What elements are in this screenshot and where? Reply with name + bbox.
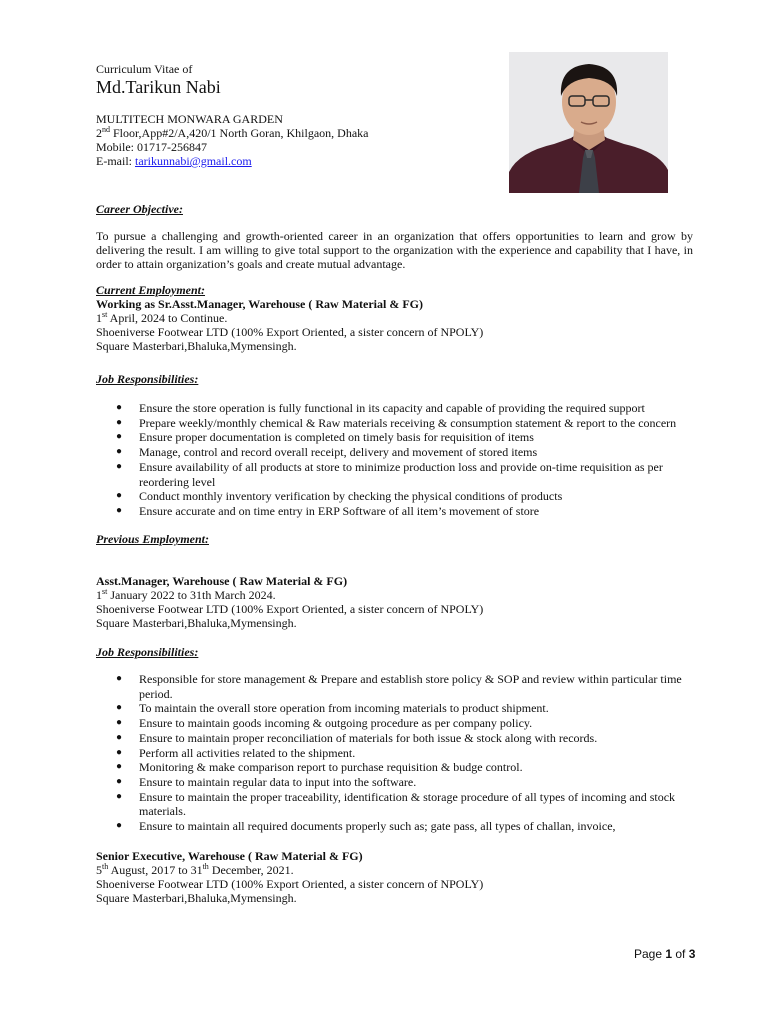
list-item: ● Ensure to maintain all required documents properly such as; gate pass, all types of challan, invoice, [116,819,616,834]
list-item: ● Responsible for store management & Prepare and establish store policy & SOP and review within particular time period. [116,672,682,701]
previous-job1-responsibilities-heading: Job Responsibilities: [96,645,199,659]
previous-employment-heading: Previous Employment: [96,532,209,546]
current-company: Shoeniverse Footwear LTD (100% Export Oriented, a sister concern of NPOLY) [96,325,484,339]
previous-job1-title: Asst.Manager, Warehouse ( Raw Material & FG) [96,574,348,588]
bullet-icon: ● [116,446,123,458]
list-item: ● Ensure availability of all products at store to minimize production loss and provide on-time requisition as per reordering level [116,459,663,489]
bullet-icon: ● [116,717,123,729]
current-employment-heading: Current Employment: [96,283,206,297]
bullet-icon: ● [116,673,123,684]
career-objective-text: To pursue a challenging and growth-oriented career in an organization that offers opportunities to learn and grow by delivering the result. I am willing to give total support to the organization with the experience and capability that I have, in order to attain organization’s goals and create mutual advantage. [96,229,693,271]
bullet-icon: ● [116,820,123,832]
current-job-date: 1st April, 2024 to Continue. [96,310,228,325]
list-item: ● Perform all activities related to the shipment. [116,745,356,760]
bullet-icon: ● [116,490,123,502]
list-item: ● Ensure to maintain regular data to input into the software. [116,774,417,789]
list-item: ● Ensure proper documentation is completed on timely basis for requisition of items [116,430,534,445]
current-location: Square Masterbari,Bhaluka,Mymensingh. [96,339,297,353]
bullet-icon: ● [116,731,123,743]
bullet-icon: ● [116,402,123,413]
email-line: E-mail: tarikunnabi@gmail.com [96,154,252,168]
career-objective-section [96,202,693,271]
current-job-title: Working as Sr.Asst.Manager, Warehouse ( Raw Material & FG) [96,297,423,311]
previous-job2-title: Senior Executive, Warehouse ( Raw Material & FG) [96,849,363,863]
current-responsibilities-heading: Job Responsibilities: [96,372,199,386]
profile-photo-illustration [509,52,668,193]
bullet-icon: ● [116,504,123,516]
previous-job1-date: 1st January 2022 to 31th March 2024. [96,587,276,602]
bullet-icon: ● [116,775,123,787]
current-employment-section [96,283,693,353]
profile-photo [509,52,668,193]
candidate-name: Md.Tarikun Nabi [96,77,221,97]
previous-job2-section [96,849,693,905]
list-item: ● Manage, control and record overall receipt, delivery and movement of stored items [116,445,538,460]
previous-job2-location: Square Masterbari,Bhaluka,Mymensingh. [96,891,297,905]
cv-label: Curriculum Vitae of [96,62,193,76]
bullet-icon: ● [116,416,123,428]
previous-job1-company: Shoeniverse Footwear LTD (100% Export Oriented, a sister concern of NPOLY) [96,602,484,616]
bullet-icon: ● [116,702,123,714]
previous-employment-heading-block [96,532,693,546]
mobile-number: Mobile: 01717-256847 [96,140,207,154]
list-item: ● Ensure to maintain the proper traceability, identification & storage procedure of all types of incoming and stock materials. [116,789,676,819]
list-item: ● Ensure to maintain proper reconciliation of materials for both issue & stock along with records. [116,730,598,745]
previous-job1-responsibilities-list [96,672,693,834]
bullet-icon: ● [116,431,123,443]
previous-job1-responsibilities-section [96,645,693,834]
list-item: ● Ensure accurate and on time entry in ERP Software of all item’s movement of store [116,503,540,518]
current-responsibilities-section [96,372,693,519]
list-item: ● Prepare weekly/monthly chemical & Raw materials receiving & consumption statement & report to the concern [116,415,677,430]
email-link[interactable]: tarikunnabi@gmail.com [135,154,252,168]
career-objective-heading: Career Objective: [96,202,183,216]
list-item: ● Monitoring & make comparison report to purchase requisition & budge control. [116,760,523,775]
previous-job2-date: 5th August, 2017 to 31th December, 2021. [96,862,294,877]
bullet-icon: ● [116,790,123,802]
previous-job1-location: Square Masterbari,Bhaluka,Mymensingh. [96,616,297,630]
list-item: ● To maintain the overall store operation from incoming materials to product shipment. [116,701,549,716]
list-item: ● Conduct monthly inventory verification by checking the physical conditions of products [116,489,563,504]
previous-job2-company: Shoeniverse Footwear LTD (100% Export Oriented, a sister concern of NPOLY) [96,877,484,891]
bullet-icon: ● [116,761,123,773]
bullet-icon: ● [116,460,123,472]
bullet-icon: ● [116,746,123,758]
contact-block [96,112,369,168]
list-item: ● Ensure the store operation is fully functional in its capacity and capable of providing the required support [116,401,645,415]
address-line2: 2nd Floor,App#2/A,420/1 North Goran, Khilgaon, Dhaka [96,125,369,140]
list-item: ● Ensure to maintain goods incoming & outgoing procedure as per company policy. [116,716,533,731]
address-line1: MULTITECH MONWARA GARDEN [96,112,283,126]
previous-job1-section [96,574,693,630]
page-number: Page 1 of 3 [634,947,696,961]
current-responsibilities-list [96,401,693,519]
